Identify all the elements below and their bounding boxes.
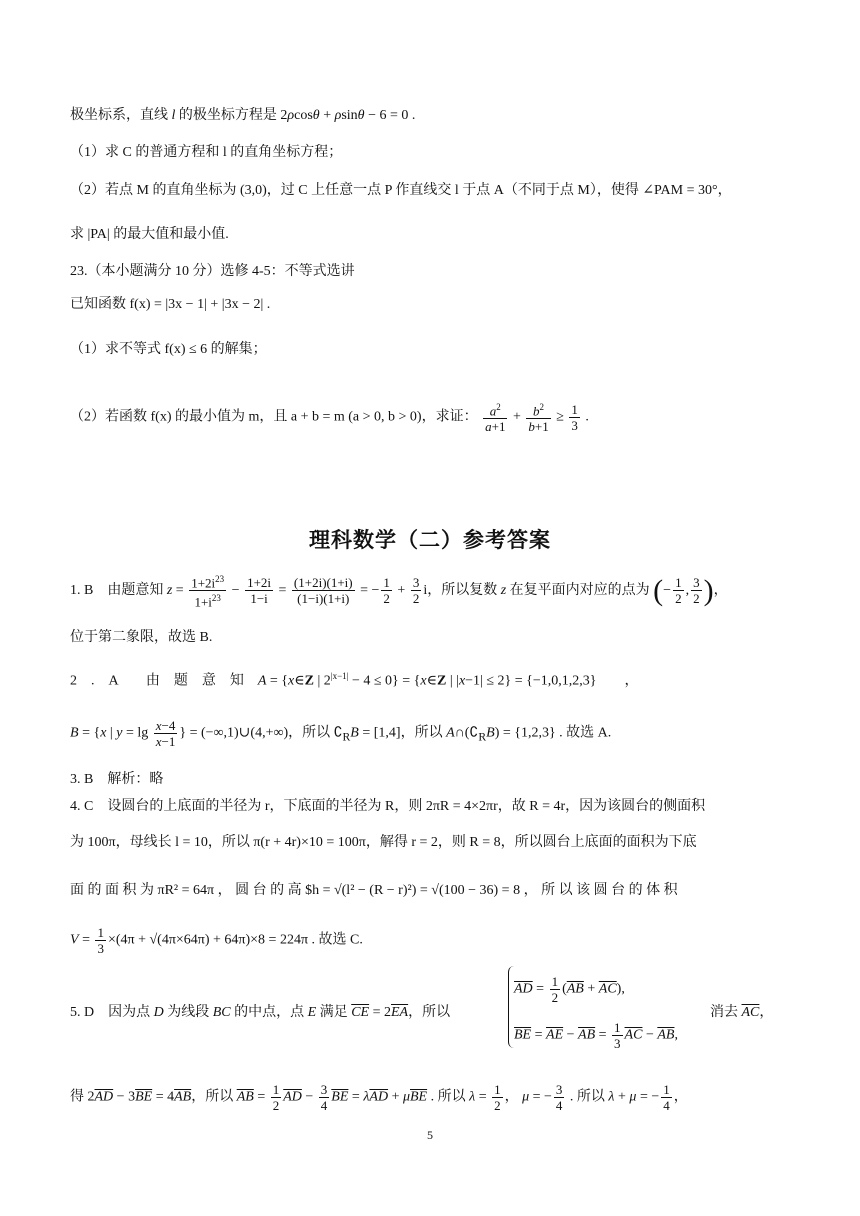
answer-5-cont: 得 $2\overline{AD} - 3\overline{BE} = 4\overline{AB}$，所以 $\overline{AB}$ = $\frac{1}{2}$ $\overline{AD}$ − $\frac{3}{4}$ $\overline{BE} = \lambda\overline{AD} + \mu\overline{BE}$ . 所以 λ = $\frac{1}{2}$ ， μ = − $\frac{3}{4}$ . 所以 λ + μ = − $\frac{1}{4}$ ， [70,1082,688,1113]
text-line: 已知函数 f(x) = |3x − 1| + |3x − 2| . [70,297,271,312]
system-eq-2: $\overline{BE} = \overline{AE} - \overline{AB}$ = $\frac{1}{3}$ $\overline{AC} - \overline{AB}$, [514,1020,678,1051]
answer-1: 1. B 由题意知 z = $\frac{1+2i^{23}}{1+i^{23}}$ − $\frac{1+2i}{1-i}$ = $\frac{(1+2i)(1+i)}{(1-i)(1+i)}$ = − $\frac{1}{2}$ + $\frac{3}{2}$ i，所以复数 z 在复平面内对应的点为 (− $\frac{1}{2}$ , $\frac{3}{2}$ )， [70,573,728,610]
text-line: （1）求不等式 f(x) ≤ 6 的解集； [70,342,267,357]
fraction-b: $\frac{b^2}{b+1}$ [528,402,549,435]
system-eq-1: $\overline{AD}$ = $\frac{1}{2}$ $(\overline{AB} + \overline{AC})$, [514,974,625,1005]
text-line: （2）若点 M 的直角坐标为 (3,0)，过 C 上任意一点 P 作直线交 l 于点 A（不同于点 M），使得 ∠PAM = 30°， [70,183,732,198]
answer-4-cont: 面 的 面 积 为 πR² = 64π ， 圆 台 的 高 $h = √(l² − (R − r)²) = √(100 − 36) = 8 ， 所 以 该 圆 台 的 体 积 [70,883,678,898]
answer-4-cont: 为 100π，母线长 l = 10，所以 π(r + 4r)×10 = 100π，解得 r = 2，则 R = 8，所以圆台上底面的面积为下底 [70,835,697,850]
answer-5: 5. D 因为点 D 为线段 BC 的中点，点 E 满足 $\overline{CE} = 2\overline{EA}$，所以 [70,1005,451,1020]
answer-3: 3. B 解析：略 [70,772,164,787]
fraction-a: $\frac{a^2}{a+1}$ [485,402,506,435]
text-line: 极坐标系，直线 l 的极坐标方程是 2ρcosθ + ρsinθ − 6 = 0 . [70,108,416,123]
page-number: 5 [427,1128,433,1142]
text-line: 求 |PA| 的最大值和最小值. [70,227,229,242]
text-line: （1）求 C 的普通方程和 l 的直角坐标方程； [70,145,343,160]
page-title: 理科数学（二）参考答案 [309,528,551,552]
text-line: （2）若函数 f(x) 的最小值为 m，且 a + b = m (a > 0, b > 0)，求证： $\frac{a^2}{a+1}$ + $\frac{b^2}{b+1}$ ≥ $\frac{1}{3}$ . [70,401,589,435]
answer-4-cont: V = $\frac{1}{3}$ ×(4π + √(4π×64π) + 64π)×8 = 224π . 故选 C. [70,925,363,956]
fraction-third: $\frac{1}{3}$ [571,401,578,433]
answer-2-cont: B = {x | y = lg $\frac{x-4}{x-1}$ } = (−∞,1)∪(4,+∞)，所以 $∁_RB = [1,4]$，所以 $A\cap(∁_RB) = \{1,2,3\}$ . 故选 A. [70,718,612,749]
problem-heading: 23.（本小题满分 10 分）选修 4-5：不等式选讲 [70,264,355,279]
answer-2: 2 . A 由 题 意 知 A = {x∈Z | $2^{|x-1|} - 4 \le 0$} = {x∈Z | |x−1| ≤ 2} = {−1,0,1,2,3} ， [70,671,639,689]
answer-4: 4. C 设圆台的上底面的半径为 r，下底面的半径为 R，则 2πR = 4×2πr，故 R = 4r，因为该圆台的侧面积 [70,799,706,814]
line-8-text: （2）若函数 f(x) 的最小值为 m，且 a + b = m (a > 0, b > 0)，求证： [70,409,478,425]
answer-5-side: 消去 $\overline{AC}$， [710,1005,774,1020]
answer-1-cont: 位于第二象限，故选 B. [70,630,213,645]
